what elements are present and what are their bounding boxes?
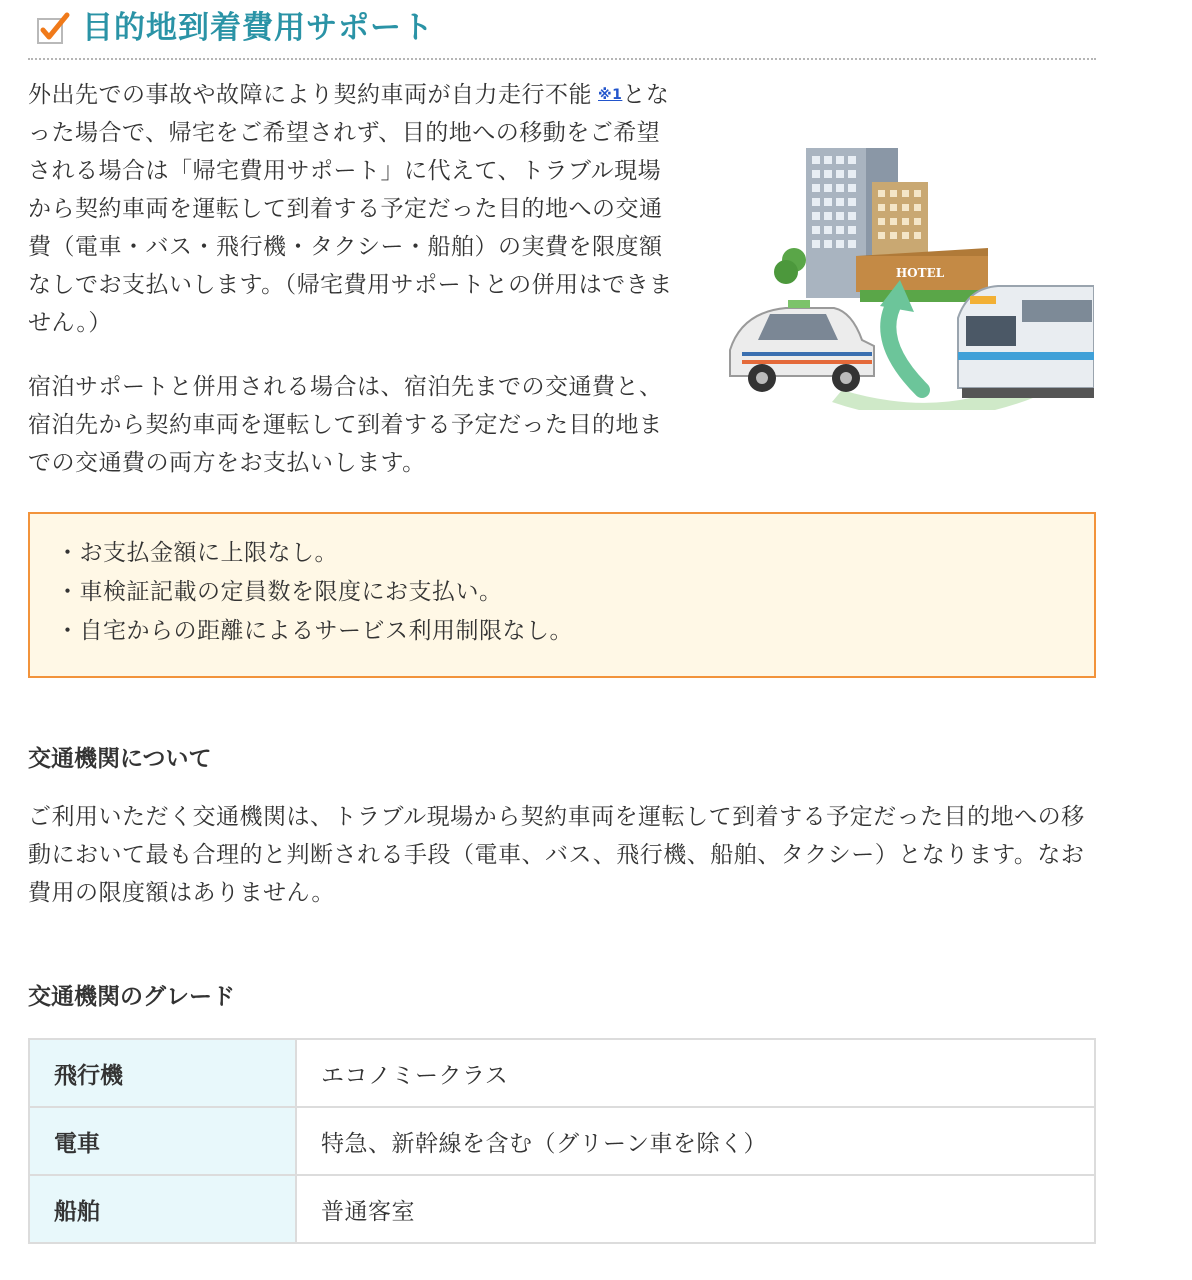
grade-value: 普通客室	[296, 1175, 1095, 1243]
intro-paragraph-1	[28, 76, 678, 342]
grade-table	[28, 1038, 1096, 1244]
table-row	[29, 1107, 1095, 1175]
note-item: ・車検証記載の定員数を限度にお支払い。	[56, 579, 503, 605]
section-heading	[28, 0, 1096, 60]
hotel-sign: HOTEL	[895, 266, 945, 280]
table-row	[29, 1039, 1095, 1107]
intro-text	[28, 76, 678, 482]
intro-paragraph-1-continued: となった場合で、帰宅をご希望されず、目的地への移動をご希望される場合は「帰宅費用サポート」に代えて、トラブル現場から契約車両を運転して到着する予定だった目的地への交通費（電車・バス・飛行機・タクシー・船舶）の実費を限度額なしでお支払いします。（帰宅費用サポートとの併用はできません。）	[28, 82, 673, 336]
grade-label: 船舶	[29, 1175, 296, 1243]
grade-label: 電車	[29, 1107, 296, 1175]
notes-box	[28, 512, 1096, 678]
note-item: ・お支払金額に上限なし。	[56, 540, 338, 566]
intro-section	[28, 60, 1096, 496]
intro-paragraph-1-start: 外出先での事故や故障により契約車両が自力走行不能	[28, 82, 592, 108]
page-title: 目的地到着費用サポート	[82, 10, 434, 46]
checkbox-check-icon	[36, 12, 70, 46]
transport-heading: 交通機関について	[28, 746, 212, 772]
transport-text: ご利用いただく交通機関は、トラブル現場から契約車両を運転して到着する予定だった目的地への移動において最も合理的と判断される手段（電車、バス、飛行機、船舶、タクシー）となります。なお費用の限度額はありません。	[28, 804, 1085, 906]
grade-label: 飛行機	[29, 1039, 296, 1107]
page-content	[28, 0, 1096, 1225]
intro-paragraph-2: 宿泊サポートと併用される場合は、宿泊先までの交通費と、宿泊先から契約車両を運転して到着する予定だった目的地までの交通費の両方をお支払いします。	[28, 374, 663, 476]
footnote-link[interactable]: ※1	[598, 87, 623, 103]
note-item: ・自宅からの距離によるサービス利用制限なし。	[56, 618, 573, 644]
notes-list	[56, 534, 1094, 651]
hotel-taxi-train-illustration	[722, 140, 1094, 410]
grade-heading: 交通機関のグレード	[28, 984, 235, 1010]
table-row	[29, 1175, 1095, 1243]
grade-value: 特急、新幹線を含む（グリーン車を除く）	[296, 1107, 1095, 1175]
grade-value: エコノミークラス	[296, 1039, 1095, 1107]
